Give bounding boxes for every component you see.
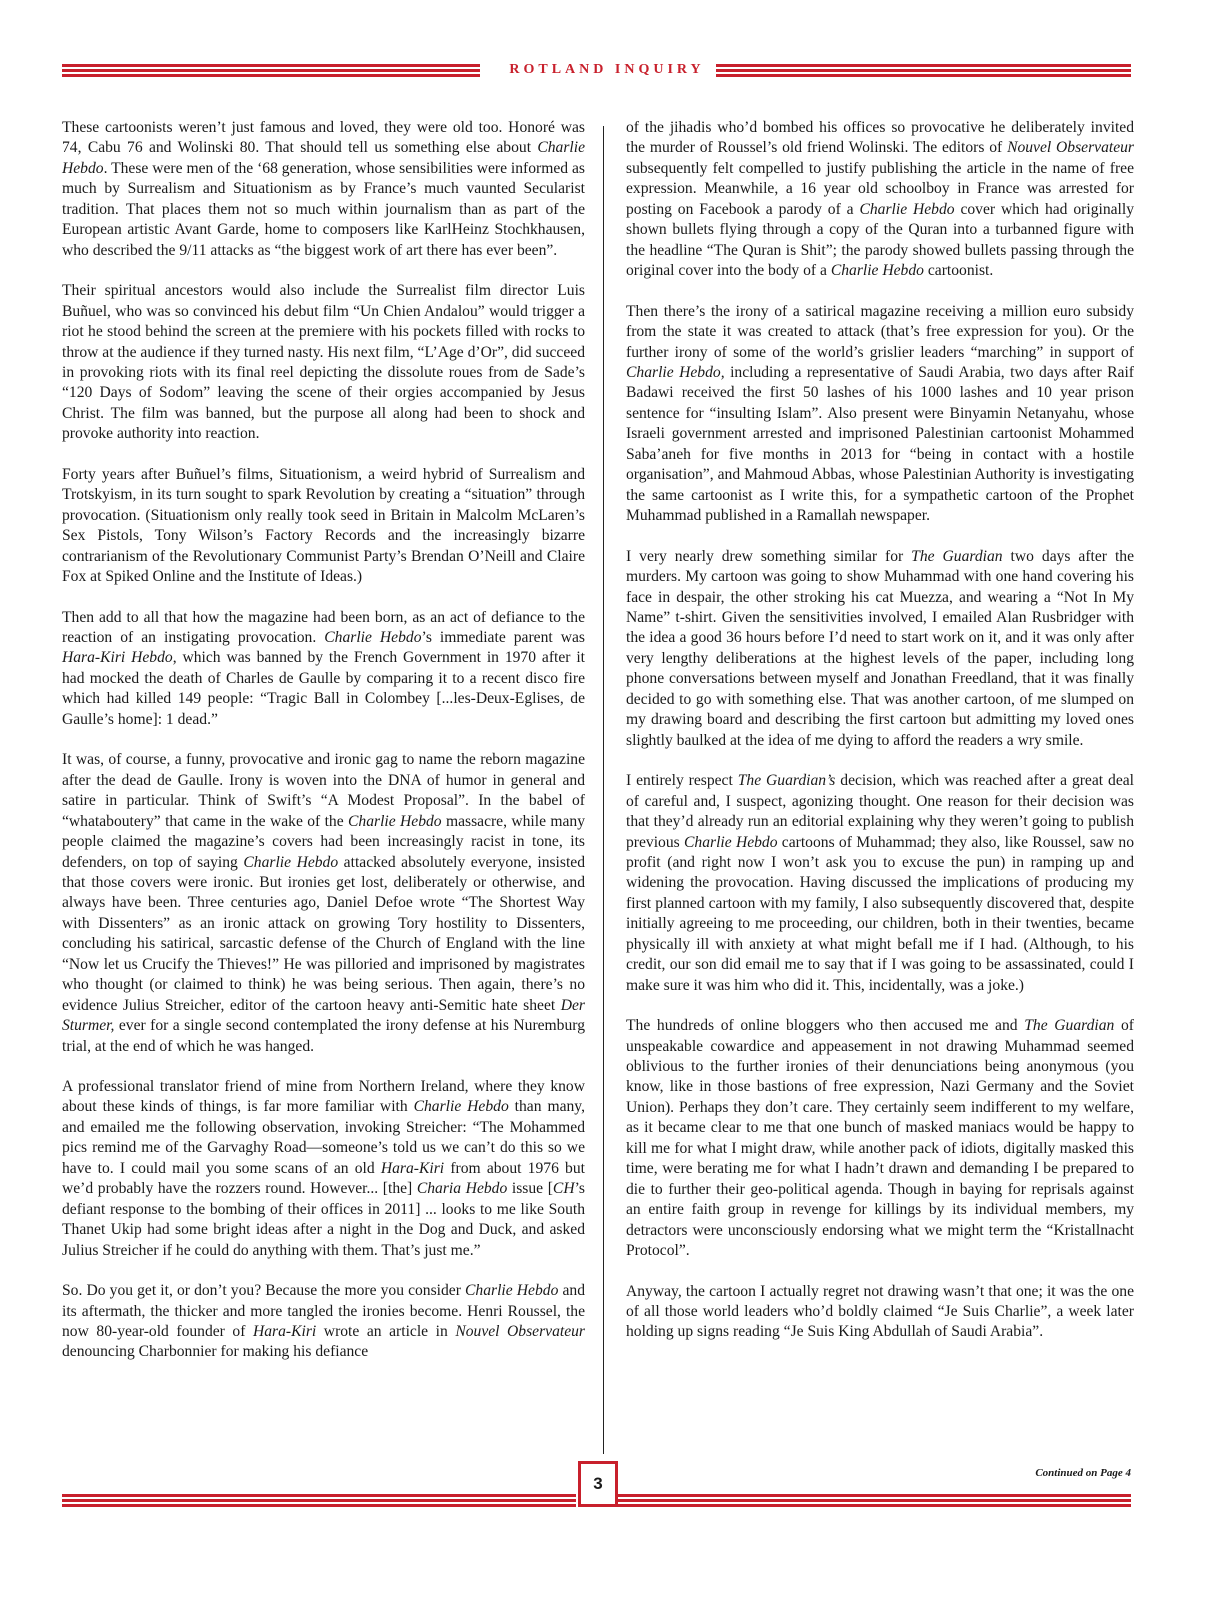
text-run: decision, which was reached after a great deal of careful and, I suspect, agonizing thought. One reason for their decision was that they’d already run an editorial explaining why they weren’t going to publish previous [626, 772, 1134, 851]
text-run: including a representative of Saudi Arabia, two days after Raif Badawi received the first 50 lashes of his 1000 lashes and 10 year prison sentence for “insulting Islam”. Also present were Binyamin Netanyahu, whose Israeli government arrested and imprisoned Palestinian cartoonist Mohammed Saba’aneh for five months in 2013 for “being in contact with a hostile organisation”, and Mahmoud Abbas, whose Palestinian Authority is investigating the same cartoonist as I write this, for a sympathetic cartoon of the Prophet Muhammad published in a Ramallah newspaper. [626, 363, 1134, 525]
italic-text: Charlie Hebdo [830, 262, 924, 280]
italic-text: Charlie Hebdo [324, 628, 422, 646]
text-run: . These were men of the ‘68 generation, whose sensibilities were informed as much by Surrealism and Situationism as by France’s much vaunted Secularist tradition. That places them not so much within journalism than as part of the European artistic Avant Garde, home to composers like KarlHeinz Stochkhausen, who described the 9/11 attacks as “the biggest work of art there has ever been”. [62, 159, 585, 259]
text-run: , which was banned by the French Government in 1970 after it had mocked the death of Charles de Gaulle by comparing it to a recent disco fire which had killed 149 people: “Tragic Ball in Colombey [...les-Deux-Eglises, de Gaulle’s home]: 1 dead.” [62, 649, 585, 728]
text-run: of unspeakable cowardice and appeasement in not drawing Muhammad seemed oblivious to the further ironies of their denunciations being anonymous (you know, like in those bastions of free expression, Nazi Germany and the Soviet Union). Perhaps they don’t care. They certainly seem indifferent to my welfare, as it became clear to me that one bunch of masked maniacs would be happy to kill me for what I might draw, while another pack of idiots, digitally masked this time, were berating me for what I hadn’t drawn and demanding I be prepared to die to further their geo-political agenda. Though in baying for reprisals against an entire faith group in revenge for killings by its individual members, my detractors were unconsciously endorsing what we might term the “Kristallnacht Protocol”. [626, 1017, 1135, 1260]
italic-text: Nouvel Observateur [455, 1323, 586, 1341]
italic-text: Hara-Kiri Hebdo [62, 649, 173, 667]
header-rule-left [62, 64, 480, 78]
italic-text: CH [552, 1180, 575, 1198]
paragraph [62, 118, 585, 261]
italic-text: Hara-Kiri [252, 1323, 317, 1341]
text-run: Forty years after Buñuel’s films, Situationism, a weird hybrid of Surrealism and Trotskyism, in its turn sought to spark Revolution by creating a “situation” through provocation. (Situationism only really took seed in Britain in Malcolm McLaren’s Sex Pistols, Tony Wilson’s Factory Records and the increasingly bizarre contrarianism of the Revolutionary Communist Party’s Brendan O’Neill and Claire Fox at Spiked Online and the Institute of Ideas.) [62, 465, 585, 586]
italic-text: Charlie Hebdo [859, 200, 955, 218]
paragraph [62, 750, 585, 1057]
text-run: from about 1976 but we’d probably have the rozzers round. However... [the] [62, 1159, 585, 1198]
paragraph [62, 1077, 585, 1261]
column-divider [603, 126, 604, 1454]
continued-note: Continued on Page 4 [1035, 1467, 1131, 1479]
text-run: Then there’s the irony of a satirical magazine receiving a million euro subsidy from the state it was created to attack (that’s free expression for you). Or the further irony of some of the world’s grislier leaders “marching” in support of [626, 302, 1134, 361]
text-run: It was, of course, a funny, provocative and ironic gag to name the reborn magazine after the dead de Gaulle. Irony is woven into the DNA of humor in general and satire in particular. Think of Swift’s “A Modest Proposal”. In the babel of “whataboutery” that came in the wake of the [62, 751, 585, 830]
text-run: So. Do you get it, or don’t you? Because the more you consider [62, 1282, 466, 1300]
italic-text: The Guardian’s [737, 772, 836, 790]
italic-text: The Guardian [911, 547, 1003, 565]
text-run: denouncing Charbonnier for making his defiance [62, 1343, 369, 1361]
paragraph [626, 1282, 1134, 1343]
footer-rule-left [62, 1494, 576, 1508]
text-run: of the jihadis who’d bombed his offices so provocative he deliberately invited the murder of Roussel’s old friend Wolinski. The editors of [626, 119, 1134, 157]
italic-text: Charlie Hebdo [348, 812, 442, 830]
text-run: ’s immediate parent was [421, 628, 585, 646]
text-run: subsequently felt compelled to justify publishing the article in the name of free expression. Meanwhile, a 16 year old schoolboy in France was arrested for posting on Facebook a parody of a [626, 159, 1134, 218]
italic-text: Hara-Kiri [380, 1159, 445, 1177]
italic-text: Der Sturmer, [62, 996, 585, 1035]
text-run: wrote an article in [316, 1323, 456, 1341]
text-run: and its aftermath, the thicker and more tangled the ironies become. Henri Roussel, the now 80-year-old founder of [62, 1282, 585, 1341]
italic-text: Nouvel Observateur [1007, 139, 1134, 157]
header-rule-right [716, 64, 1131, 78]
text-run: ’s defiant response to the bombing of their offices in 2011] ... looks to me like South Thanet Ukip had some bright ideas after a night in the Dog and Duck, and asked Julius Streicher if he could do anything with them. That’s just me.” [62, 1180, 585, 1259]
footer-rule-right [614, 1494, 1131, 1508]
text-run: These cartoonists weren’t just famous and loved, they were old too. Honoré was 74, Cabu 76 and Wolinski 80. That should tell us something else about [62, 119, 585, 157]
right-column [626, 118, 1134, 1363]
left-column [62, 118, 585, 1383]
italic-text: Charlie Hebdo [62, 139, 585, 177]
italic-text: Charia Hebdo [416, 1180, 508, 1198]
text-run: issue [ [507, 1180, 553, 1198]
text-run: than many, and emailed me the following observation, invoking Streicher: “The Mohammed pics remind me of the Garvaghy Road—someone’s told us we can’t do this so we have to. I could mail you some scans of an old [62, 1098, 585, 1177]
paragraph [626, 118, 1134, 282]
page-number: 3 [578, 1461, 618, 1507]
paragraph [62, 281, 585, 445]
paragraph [626, 1016, 1134, 1261]
italic-text: Charlie Hebdo, [626, 363, 725, 381]
text-run: two days after the murders. My cartoon was going to show Muhammad with one hand covering his face in despair, the other stroking his cat Muezza, and wearing a “Not In My Name” t-shirt. Given the sensitivities involved, I emailed Alan Rusbridger with the idea a good 36 hours before I’d need to start work on it, and it was only after very lengthy deliberations at the highest levels of the paper, including long phone conversations between myself and Jonathan Freedland, that it was finally decided to go with something else. That was another cartoon, of me slumped on my drawing board and describing the first cartoon but admitting my loved ones slightly baulked at the idea of me dying to afford the readers a wry smile. [626, 547, 1134, 749]
paragraph [626, 302, 1134, 527]
paragraph [626, 771, 1134, 996]
paragraph [62, 465, 585, 588]
text-run: massacre, while many people claimed the magazine’s covers had been increasingly racist in tone, its defenders, on top of saying [62, 812, 586, 871]
text-run: I very nearly drew something similar for [626, 547, 912, 565]
paragraph [62, 608, 585, 731]
text-run: cartoonist. [923, 262, 994, 280]
italic-text: Charlie Hebdo [465, 1282, 559, 1300]
text-run: ever for a single second contemplated the irony defense at his Nuremburg trial, at the end of which he was hanged. [62, 1017, 585, 1055]
text-run: A professional translator friend of mine from Northern Ireland, where they know about these kinds of things, is far more familiar with [62, 1078, 585, 1116]
paragraph [62, 1281, 585, 1363]
text-run: Anyway, the cartoon I actually regret not drawing wasn’t that one; it was the one of all those world leaders who’d boldly claimed “Je Suis Charlie”, a week later holding up signs reading “Je Suis King Abdullah of Saudi Arabia”. [626, 1282, 1134, 1341]
italic-text: The Guardian [1024, 1017, 1115, 1035]
text-run: I entirely respect [626, 772, 738, 790]
text-run: Then add to all that how the magazine had been born, as an act of defiance to the reaction of an instigating provocation. [62, 608, 585, 646]
publication-title: ROTLAND INQUIRY [509, 62, 705, 77]
text-run: cover which had originally shown bullets flying through a copy of the Quran into a turbanned figure with the headline “The Quran is Shit”; the parody showed bullets passing through the original cover into the body of a [626, 200, 1134, 280]
italic-text: Charlie Hebdo [684, 833, 778, 851]
text-run: Their spiritual ancestors would also include the Surrealist film director Luis Buñuel, who was so convinced his debut film “Un Chien Andalou” would trigger a riot he stood behind the screen at the premiere with his pockets filled with rocks to throw at the audience if they turned nasty. His next film, “L’Age d’Or”, did succeed in provoking riots with its final reel depicting the dissolute roues from de Sade’s “120 Days of Sodom” leaving the scene of their orgies accompanied by Jesus Christ. The film was banned, but the purpose all along had been to shock and provoke authority into reaction. [62, 282, 585, 443]
italic-text: Charlie Hebdo [243, 853, 339, 871]
text-run: attacked absolutely everyone, insisted that those covers were ironic. But ironies get lost, deliberately or otherwise, and always have been. Three centuries ago, Daniel Defoe wrote “The Shortest Way with Dissenters” as an ironic attack on growing Tory hostility to Dissenters, concluding his satirical, sarcastic defense of the Church of England with the line “Now let us Crucify the Thieves!” He was pilloried and imprisoned by magistrates who thought (or claimed to think) he was being serious. Then again, there’s no evidence Julius Streicher, editor of the cartoon heavy anti-Semitic hate sheet [62, 853, 586, 1014]
text-run: The hundreds of online bloggers who then accused me and [626, 1017, 1025, 1035]
text-run: cartoons of Muhammad; they also, like Roussel, saw no profit (and right now I won’t ask you to excuse the pun) in ramping up and widening the provocation. Having discussed the implications of producing my first planned cartoon with my family, I also subsequently discovered that, despite initially agreeing to me proceeding, our children, both in their twenties, became physically ill with anxiety at what might befall me if I had. (Although, to his credit, our son did email me to say that if I was going to be assassinated, could I make sure it was him who did it. This, incidentally, was a joke.) [626, 833, 1134, 994]
paragraph [626, 547, 1134, 752]
italic-text: Charlie Hebdo [413, 1098, 509, 1116]
